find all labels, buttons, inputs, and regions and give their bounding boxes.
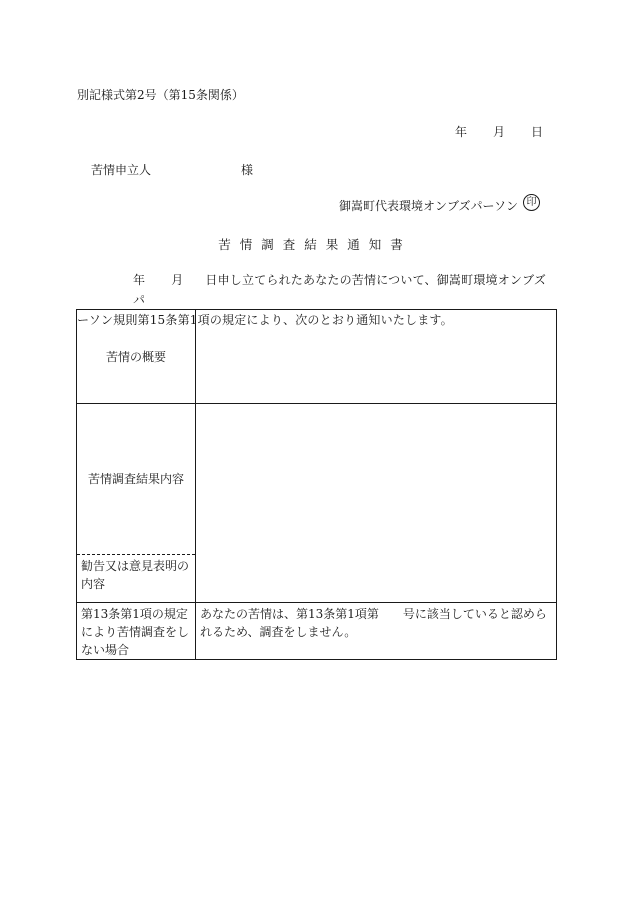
recommendation-label: 勧告又は意見表明の内容	[77, 555, 196, 603]
no-investigation-value: あなたの苦情は、第13条第1項第 号に該当していると認められるため、調査をしません。	[196, 603, 557, 660]
summary-value	[196, 310, 557, 404]
intro-rest: 日申し立てられたあなたの苦情について、御嵩町環境オンブズパ	[133, 273, 547, 307]
table-row-result	[77, 404, 557, 555]
no-investigation-label: 第13条第1項の規定により苦情調査をしない場合	[77, 603, 196, 660]
intro-line-1	[77, 270, 555, 310]
result-value	[196, 404, 557, 603]
document-title: 苦情調査結果通知書	[218, 237, 412, 252]
seal-mark: 印	[523, 194, 540, 211]
date-day: 日	[531, 125, 544, 139]
form-table	[76, 309, 557, 660]
intro-line-2: ーソン規則第15条第1項の規定により、次のとおり通知いたします。	[77, 313, 453, 327]
issuer-name: 御嵩町代表環境オンブズパーソン	[339, 199, 519, 213]
result-label: 苦情調査結果内容	[77, 404, 196, 555]
summary-label: 苦情の概要	[77, 310, 196, 404]
intro-year: 年	[133, 273, 146, 287]
intro-month: 月	[171, 273, 184, 287]
form-number: 別記様式第2号（第15条関係）	[77, 88, 244, 102]
complainant-label: 苦情申立人	[91, 163, 152, 177]
table-row-no-investigation	[77, 603, 557, 660]
date-year: 年	[455, 125, 468, 139]
date-line	[455, 123, 543, 140]
date-month: 月	[493, 125, 506, 139]
honorific: 様	[241, 163, 254, 177]
table-row-summary	[77, 310, 557, 404]
